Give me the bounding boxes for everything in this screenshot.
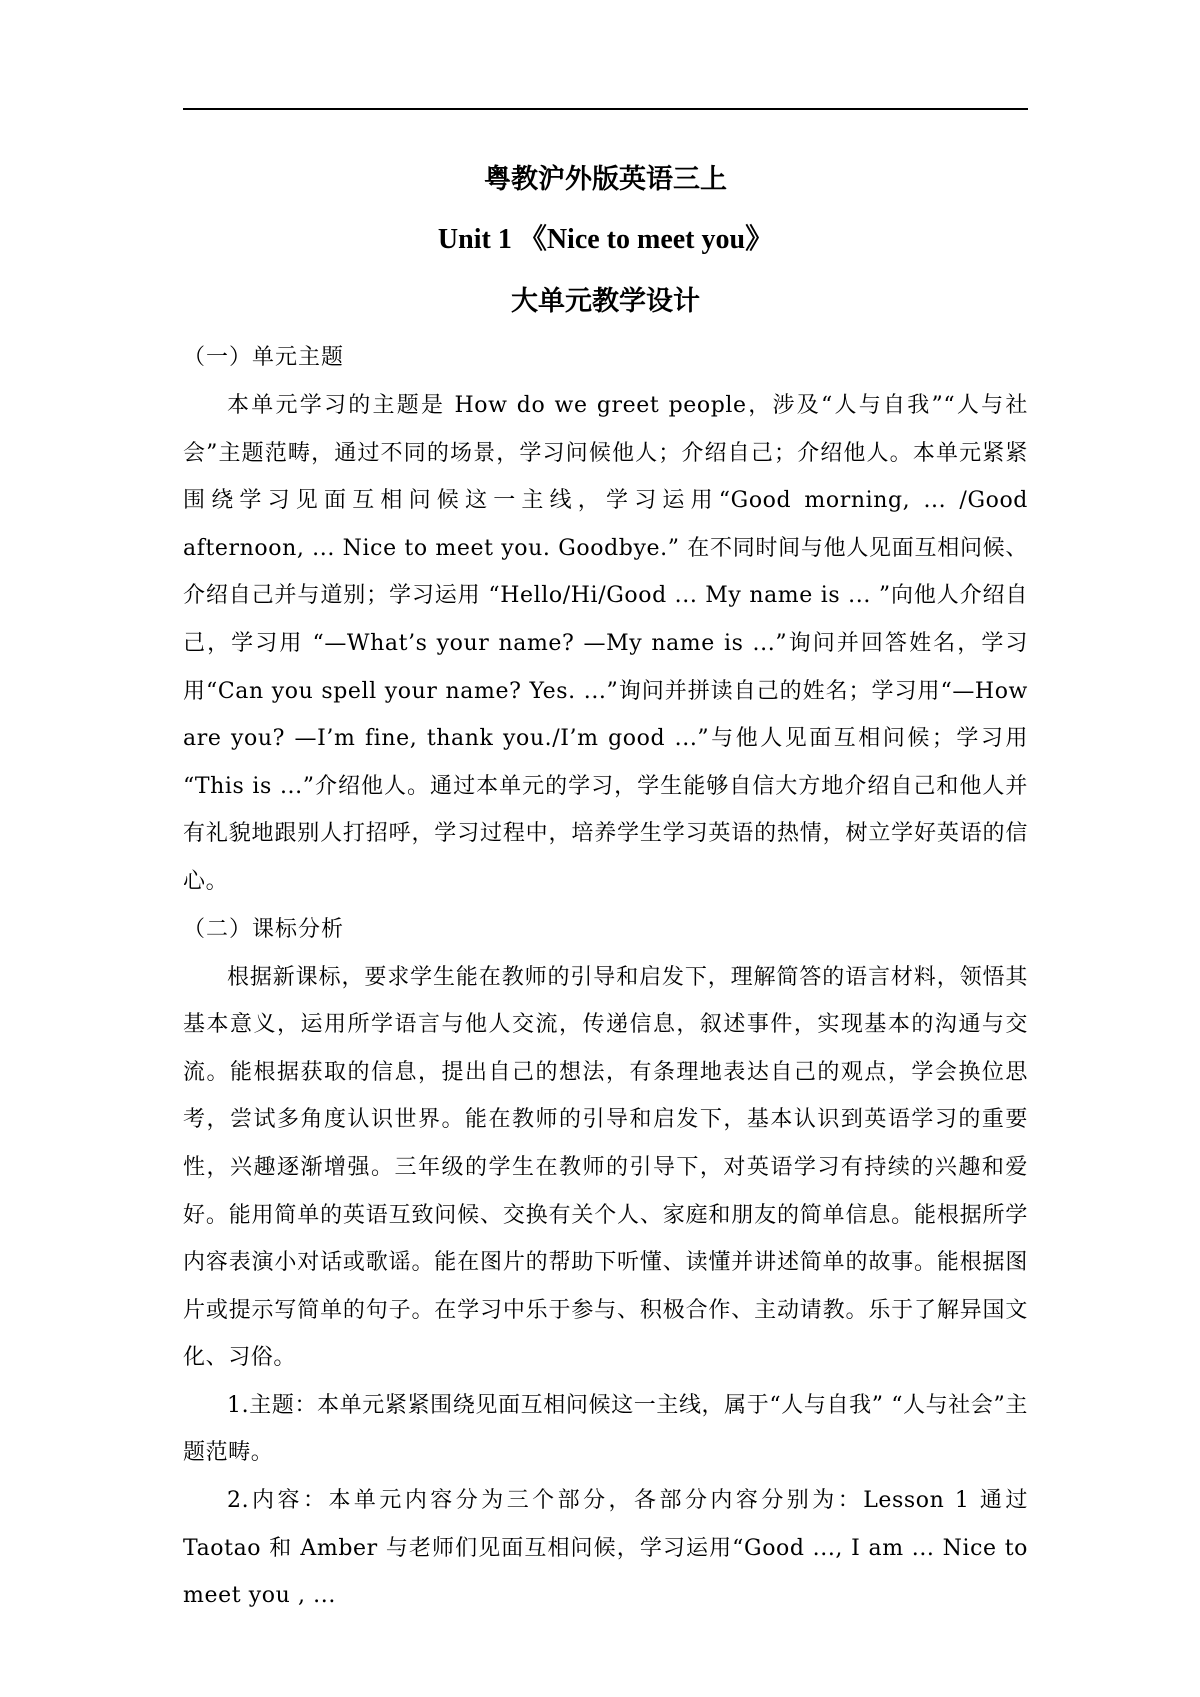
design-title: 大单元教学设计 — [511, 286, 700, 317]
unit-title: Unit 1 《Nice to meet you》 — [437, 224, 774, 255]
section-heading-curriculum-analysis: （二）课标分析 — [183, 916, 345, 942]
section-heading-unit-theme: （一）单元主题 — [183, 345, 345, 370]
paragraph-content-point: 2.内容：本单元内容分为三个部分，各部分内容分别为：Lesson 1 通过 Taotao 和 Amber 与老师们见面互相问候，学习运用“Good ..., I am ... Nice to meet you , ... — [183, 1488, 1028, 1609]
document-body — [183, 150, 1028, 1620]
paragraph-curriculum-analysis: 根据新课标，要求学生能在教师的引导和启发下，理解简答的语言材料，领悟其基本意义，运用所学语言与他人交流，传递信息，叙述事件，实现基本的沟通与交流。能根据获取的信息，提出自己的想法，有条理地表达自己的观点，学会换位思考，尝试多角度认识世界。能在教师的引导和启发下，基本认识到英语学习的重要性，兴趣逐渐增强。三年级的学生在教师的引导下，对英语学习有持续的兴趣和爱好。能用简单的英语互致问候、交换有关个人、家庭和朋友的简单信息。能根据所学内容表演小对话或歌谣。能在图片的帮助下听懂、读懂并讲述简单的故事。能根据图片或提示写简单的句子。在学习中乐于参与、积极合作、主动请教。乐于了解异国文化、习俗。 — [183, 964, 1028, 1371]
paragraph-theme-point: 1.主题：本单元紧紧围绕见面互相问候这一主线，属于“人与自我” “人与社会”主题范畴。 — [183, 1392, 1028, 1466]
paragraph-unit-theme: 本单元学习的主题是 How do we greet people，涉及“人与自我”“人与社会”主题范畴，通过不同的场景，学习问候他人；介绍自己；介绍他人。本单元紧紧围绕学习见面互相问候这一主线，学习运用“Good morning, ... /Good afternoon, ... Nice to meet you. Goodbye.” 在不同时间与他人见面互相问候、介绍自己并与道别；学习运用 “Hello/Hi/Good ... My name is ... ”向他人介绍自己，学习用 “—What’s your name? —My name is ...”询问并回答姓名，学习用“Can you spell your name? Yes. ...”询问并拼读自己的姓名；学习用“—How are you? —I’m fine, thank you./I’m good ...”与他人见面互相问候；学习用 “This is ...”介绍他人。通过本单元的学习，学生能够自信大方地介绍自己和他人并有礼貌地跟别人打招呼，学习过程中，培养学生学习英语的热情，树立学好英语的信心。 — [183, 393, 1028, 894]
header-rule — [183, 108, 1028, 110]
document-title: 粤教沪外版英语三上 — [484, 164, 727, 195]
